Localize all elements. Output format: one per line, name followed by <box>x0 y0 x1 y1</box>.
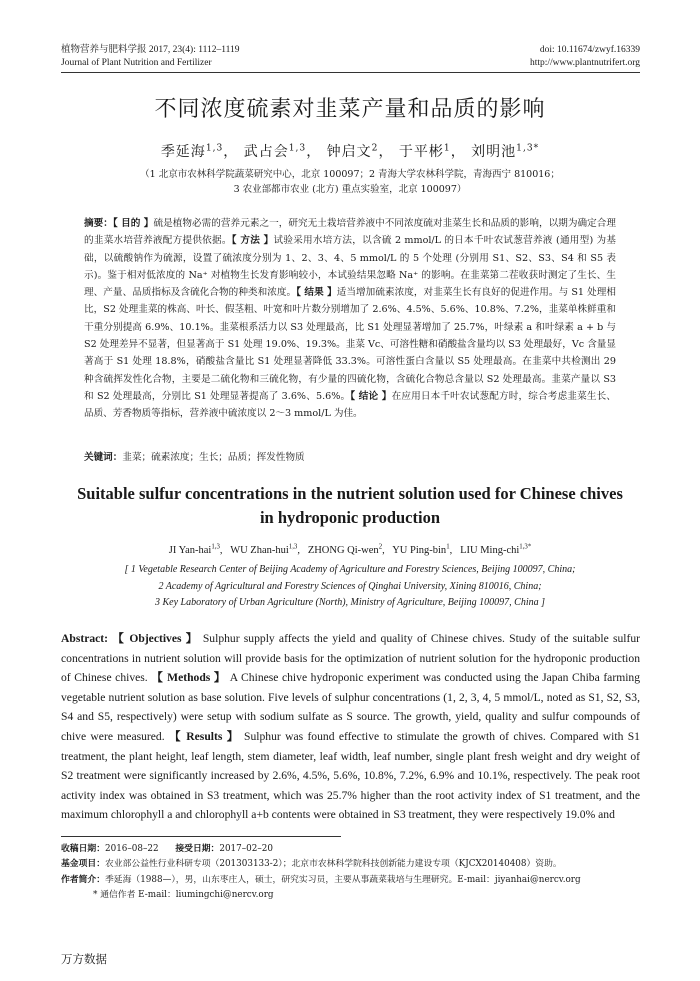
cn-abstract-label: 摘要： <box>84 218 113 229</box>
cn-abstract: 摘要：【 目的 】硫是植物必需的营养元素之一，研究无土栽培营养液中不同浓度硫对韭菜生长和品质的影响，以期为确定合理的韭菜水培营养液配方提供依据。【 方法 】试验采用水培方法，以含硫 2 mmol/L 的日本千叶农试葱营养液 (通用型) 为基础，以硫酸钠作为硫源，设置了硫浓度分别为 1、2、3、4、5 mmol/L 的 5 个处理 (分别用 S1、S2、S3、S4 和 S5 表示)。鉴于相对低浓度的 Na⁺ 对植物生长发育影响较小，本试验结果忽略 Na⁺ 的影响。在韭菜第二茬收获时测定了生长、生理、产量、品质指标及含硫化合物的种类和浓度。【 结果 】适当增加硫素浓度，对韭菜生长有良好的促进作用。与 S1 处理相比，S2 处理韭菜的株高、叶长、假茎粗、叶宽和叶片数分别增加了 2.6%、4.5%、5.6%、10.8%、7.2%，韭菜单株鲜重和干重分别提高 6.9%、10.1%。韭菜根系活力以 S3 处理最高，比 S1 处理显著增加了 25.7%，叶绿素 a 和叶绿素 a + b 与 S2 处理差异不显著，但显著高于 S1 处理 19.0%、19.3%。韭菜 Vc、可溶性糖和硝酸盐含量均以 S3 处理最好，Vc 含量显著高于 S1 处理 18.8%，硝酸盐含量比 S1 处理显著降低 33.3%。可溶性蛋白含量以 S5 处理最高。在韭菜中共检测出 29 种含硫挥发性化合物，主要是二硫化物和三硫化物，有少量的四硫化物，含硫化合物总含量以 S2 处理最高。韭菜产量以 S3 和 S2 处理最高，分别比 S1 处理显著提高了 3.6%、5.6%。【 结论 】在应用日本千叶农试葱配方时，综合考虑韭菜生长、品质、芳香物质等指标，营养液中硫浓度以 2～3 mmol/L 为佳。 <box>84 218 617 420</box>
en-abstract: Abstract: 【 Objectives 】 Sulphur supply affects the yield and quality of Chinese chives. Study of the suitable sulfur concentrations in nutrient solution will provide basis for the optimization of nutrient solution for the hydroponic production of Chinese chives. 【 Methods 】 A Chinese chive hydroponic experiment was conducted using the Japan Chiba farming vegetable nutrient solution as base solution. Five levels of sulphur concentrations (1, 2, 3, 4, 5 mmol/L, noted as S1, S2, S3, S4 and S5, respectively) were setup with sodium sulfate as S source. The growth, yield, quality and sulfur compounds of chive were measured. 【 Results 】 Sulphur was found effective to stimulate the growth of chives. Compared with S1 treatment, the plant height, leaf length, stem diameter, leaf width, leaf number, single plant fresh weight and dry weight of S2 treatment were significantly increased by 2.6%, 4.5%, 5.6%, 10.8%, 7.2%, 6.9% and 10.1%, respectively. The peak root activity index was obtained in S3 treatment, which was 25.7% higher than the root activity index of S1 treatment, and the maximum chlorophyll a and chlorophyll a+b contents were obtained in S3 treatment, they were respectively 19.0% and <box>61 632 641 822</box>
en-authors: JI Yan-hai$^{1,3}$, WU Zhan-hui$^{1,3}$, ZHONG Qi-wen$^2$, YU Ping-bin$^1$, LIU Ming-chi$^{1,3*}$ <box>168 543 532 556</box>
cn-results-label: 【 结果 】 <box>296 287 337 299</box>
cn-author: 武占会$^{1,3}$ <box>243 143 307 160</box>
journal-citation-cn: 植物营养与肥料学报 2017, 23(4): 1112–1119 <box>61 45 240 55</box>
en-results-label: 【 Results 】 <box>168 729 240 743</box>
en-author: WU Zhan-hui$^{1,3}$ <box>230 543 298 556</box>
footnotes <box>61 842 640 903</box>
cn-objectives-label: 【 目的 】 <box>112 218 154 229</box>
cn-author: 于平彬$^1$ <box>398 143 451 160</box>
en-author: ZHONG Qi-wen$^2$ <box>307 543 383 556</box>
running-header <box>61 44 640 70</box>
cn-affiliations: （1 北京市农林科学院蔬菜研究中心，北京 100097；2 青海大学农林科学院，青海西宁 810016； 3 农业部都市农业 (北方) 重点实验室，北京 100097） <box>140 169 560 195</box>
en-abstract-label: Abstract: <box>61 632 109 645</box>
en-objectives-label: 【 Objectives 】 <box>112 632 199 645</box>
en-author: JI Yan-hai$^{1,3}$ <box>168 543 220 556</box>
en-author: YU Ping-bin$^1$ <box>392 543 450 556</box>
cn-authors: 季延海$^{1,3}$， 武占会$^{1,3}$， 钟启文$^2$， 于平彬$^1$， 刘明池$^{1,3*}$ <box>160 143 540 160</box>
journal-url: http://www.plantnutrifert.org <box>529 58 640 68</box>
doi: doi: 10.11674/zwyf.16339 <box>539 45 640 55</box>
en-affiliations: [ 1 Vegetable Research Center of Beijing Academy of Agriculture and Forestry Sciences, Beijing 100097, China; 2 Academy of Agricultural and Forestry Sciences of Qinghai University, Xining 810016, China; 3 Key Laboratory of Urban Agriculture (North), Ministry of Agriculture, Beijing 100097, China ] <box>124 564 576 608</box>
author-note: 作者简介：季延海（1988—），男，山东枣庄人，硕士，研究实习员，主要从事蔬菜栽培与生理研究。E-mail：jiyanhai@nercv.org <box>61 874 581 885</box>
funding-note: 基金项目：农业部公益性行业科研专项（201303133-2）；北京市农林科学院科技创新能力建设专项（KJCX20140408）资助。 <box>61 859 562 870</box>
watermark: 万方数据 <box>61 952 107 966</box>
journal-name-en: Journal of Plant Nutrition and Fertilizer <box>61 58 212 68</box>
dates-note: 收稿日期：2016–08–22 接受日期：2017–02–20 <box>61 844 273 854</box>
en-author: LIU Ming-chi$^{1,3*}$ <box>460 543 532 556</box>
en-title: Suitable sulfur concentrations in the nutrient solution used for Chinese chives in hydroponic production <box>77 484 623 527</box>
header-divider <box>61 72 640 73</box>
corresponding-note: * 通信作者 E-mail：liumingchi@nercv.org <box>93 889 274 900</box>
cn-keywords: 关键词：韭菜；硫素浓度；生长；品质；挥发性物质 <box>84 452 305 463</box>
cn-author: 钟启文$^2$ <box>326 143 379 160</box>
footnote-divider <box>61 836 341 837</box>
cn-title: 不同浓度硫素对韭菜产量和品质的影响 <box>154 97 546 122</box>
cn-methods-label: 【 方法 】 <box>231 235 274 247</box>
en-methods-label: 【 Methods 】 <box>151 671 227 685</box>
cn-conclusion-label: 【 结论 】 <box>350 390 392 402</box>
cn-author: 刘明池$^{1,3*}$ <box>471 143 540 160</box>
cn-author: 季延海$^{1,3}$ <box>160 143 224 160</box>
